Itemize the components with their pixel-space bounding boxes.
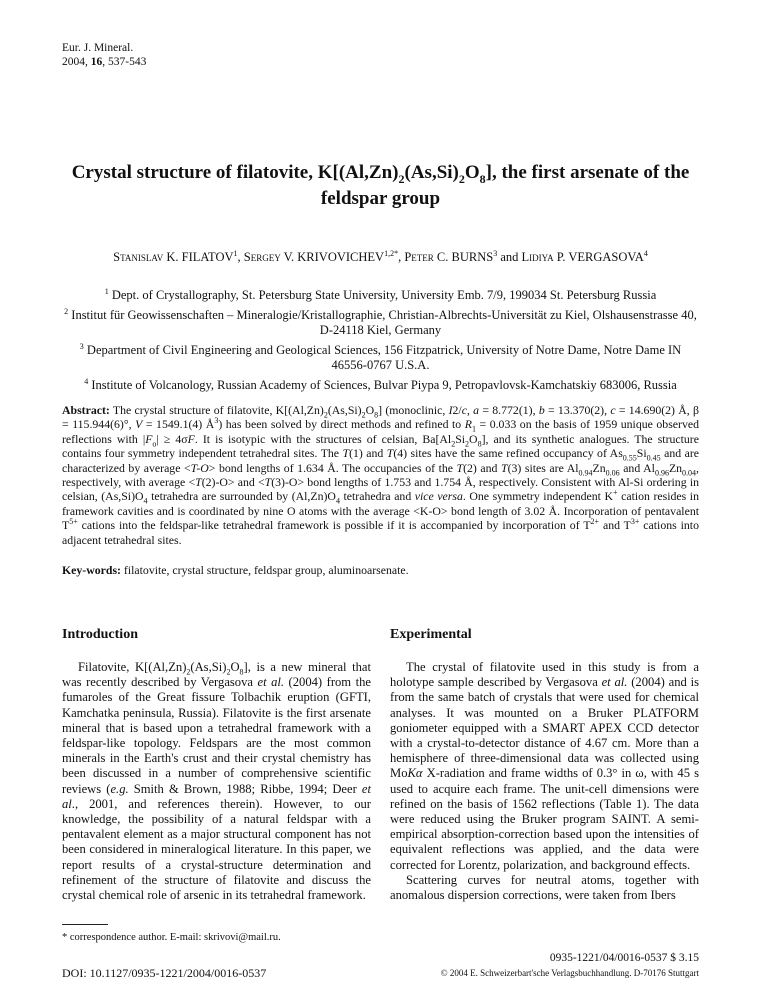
affiliation: $^1$ Dept. of Crystallography, St. Petersburg State University, University Emb. 7/9, 199034 St. Petersburg Russia bbox=[104, 287, 657, 303]
affiliations bbox=[62, 284, 699, 393]
author: Peter C. BURNS$^3$ and bbox=[404, 249, 522, 265]
journal-name: Eur. J. Mineral. bbox=[62, 42, 134, 54]
issn-line: 0935-1221/04/0016-0537 $ 3.15 bbox=[549, 952, 699, 964]
experimental-paragraph: Scattering curves for neutral atoms, together with anomalous dispersion corrections, were taken from Ibers bbox=[390, 872, 699, 903]
experimental-heading: Experimental bbox=[390, 627, 472, 642]
journal-volume-line: 2004, 16, 537-543 bbox=[62, 56, 147, 68]
experimental-paragraph: The crystal of filatovite used in this study is from a holotype sample described by Vergasova et al. (2004) and is from the same batch of crystals that were used for chemical analyses. It was mounted on a Bruker PLATFORM goniometer equipped with a SMART APEX CCD detector with a crystal-to-detector distance of 4.67 cm. More than a hemisphere of three-dimensional data was collected using MoKα X-radiation and frame widths of 0.3° in ω, with 45 s used to acquire each frame. The unit-cell dimensions were refined on the basis of 1562 reflections (Table 1). The data were reduced using the Bruker program SAINT. A semi-empirical absorption-correction based upon the intensities of equivalent reflections was applied, and the data were corrected for Lorentz, polarization, and background effects. bbox=[390, 660, 699, 872]
affiliation: $^3$ Department of Civil Engineering and Geological Sciences, 156 Fitzpatrick, University of Notre Dame, Notre Dame IN 46556-0767 U.S.A. bbox=[79, 341, 682, 373]
author: Lidiya P. VERGASOVA$^4$ bbox=[521, 249, 648, 265]
author: Sergey V. $KRIVOVICHEV^{1,2*}$, bbox=[243, 249, 405, 265]
abstract: Abstract: The crystal structure of filatovite, $K[(Al,Zn)_2(As,Si)_2O_8]$ (monoclinic, I2/c, a = 8.772(1), b = 13.370(2), c = 14.690(2) Å, β = 115.944(6)°, V = 1549.1(4) $Å^3$) has been solved by direct methods and refined to $R_1 = 0.033$ on the basis of 1959 unique observed reflections with $|F_o| \ge 4\sigma F$. It is isotypic with the structures of celsian, $Ba[Al_2Si_2O_8]$, and its synthetic analogues. The structure contains four symmetry independent tetrahedral sites. The T(1) and T(4) sites have the same refined occupancy of $As_{0.55}Si_{0.45}$ and are characterized by average <T-O> bond lengths of 1.634 Å. The occupancies of the T(2) and T(3) sites are $Al_{0.94}Zn_{0.06}$ and $Al_{0.96}Zn_{0.04}$, respectively, with average <T(2)-O> and <T(3)-O> bond lengths of 1.753 and 1.754 Å, respectively. Consistent with Al-Si ordering in celsian, $(As,Si)O_4$ tetrahedra are surrounded by $(Al,Zn)O_4$ tetrahedra and vice versa. One symmetry independent K+ cation resides in framework cavities and is coordinated by nine O atoms with the average <K-O> bond length of 3.02 Å. Incorporation of pentavalent $T^{5+}$ cations into the feldspar-like tetrahedral framework is possible if it is accompanied by incorporation of $T^{2+}$ and $T^{3+}$ cations into adjacent tetrahedral sites. bbox=[62, 403, 700, 547]
keywords: Key-words: filatovite, crystal structure, feldspar group, aluminoarsenate. bbox=[62, 563, 409, 577]
journal-citation bbox=[62, 41, 146, 69]
introduction-section bbox=[62, 626, 371, 903]
affiliation: $^4$ Institute of Volcanology, Russian Academy of Sciences, Bulvar Piypa 9, Petropavlovsk-Kamchatskiy 683006, Russia bbox=[84, 376, 677, 392]
introduction-heading: Introduction bbox=[62, 627, 138, 642]
footnote-divider bbox=[62, 924, 108, 925]
author-list bbox=[40, 249, 721, 265]
correspondence-footnote: * correspondence author. E-mail: skrivovi@mail.ru. bbox=[62, 932, 281, 943]
introduction-paragraph: Filatovite, $K[(Al,Zn)_2(As,Si)_2O_8]$, is a new mineral that was recently described by Vergasova et al. (2004) from the fumaroles of the Great fissure Tolbachik eruption (GFTI, Kamchatka peninsula, Russia). Filatovite is the first arsenate mineral that is based upon a tetrahedral framework with a feldspar-like topology. Feldspars are the most common minerals in the Earth's crust and their crystal chemistry has been discussed in a number of comprehensive scientific reviews (e.g. Smith & Brown, 1988; Ribbe, 1994; Deer et al., 2001, and references therein). However, to our knowledge, the possibility of a natural feldspar with a pentavalent element as a major structural component has not been considered in mineralogical literature. In this paper, we report results of a crystal-structure determination and refinement of the structure of filatovite and discuss the crystal chemical role of arsenic in its tetrahedral framework. bbox=[62, 660, 371, 903]
experimental-section bbox=[390, 626, 699, 903]
doi-line: DOI: 10.1127/0935-1221/2004/0016-0537 bbox=[62, 966, 267, 980]
affiliation: $^2$ Institut für Geowissenschaften – Mineralogie/Kristallographie, Christian-Albrechts-Universität zu Kiel, Olshausenstrasse 40, D-24118 Kiel, Germany bbox=[64, 306, 697, 338]
author: Stanislav K. FILATOV$^1$, bbox=[113, 249, 244, 265]
copyright-line: © 2004 E. Schweizerbart'sche Verlagsbuchhandlung. D-70176 Stuttgart bbox=[440, 968, 699, 978]
article-title: Crystal structure of filatovite, $K[(Al,Zn)_2(As,Si)_2O_8]$, the first arsenate of the feldspar group bbox=[71, 162, 690, 209]
